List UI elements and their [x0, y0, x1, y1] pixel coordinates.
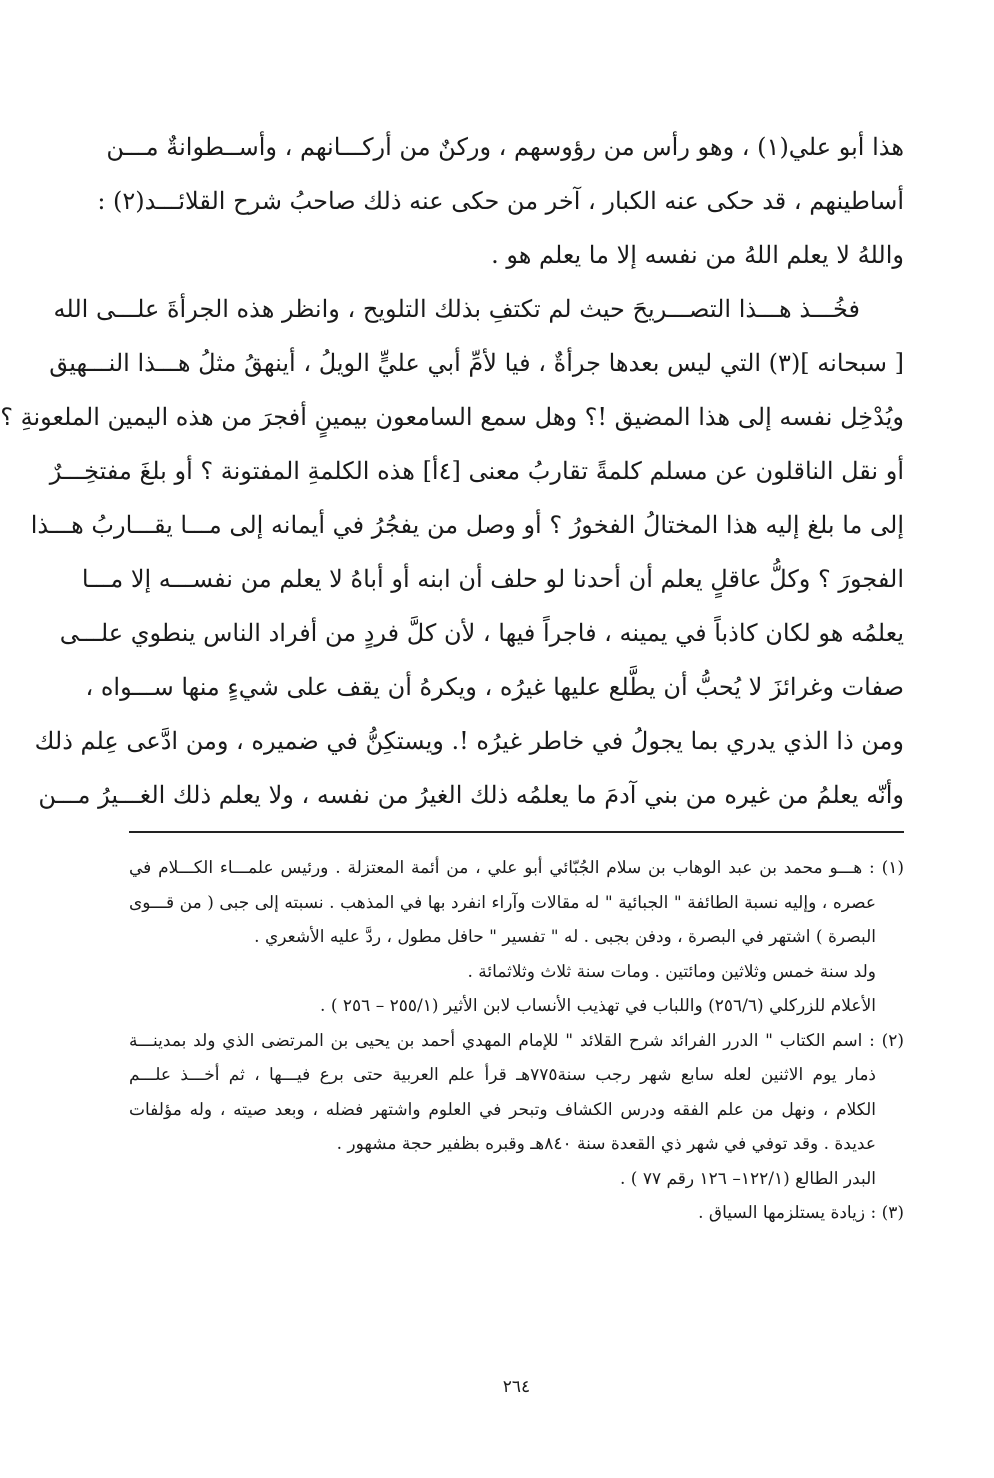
- footnote-line: عديدة . وقد توفي في شهر ذي القعدة سنة ٨٤٠هـ وقبره بظفير حجة مشهور .: [336, 1134, 876, 1154]
- main-text-line: يعلمُه هو لكان كاذباً في يمينه ، فاجراً فيها ، لأن كلَّ فردٍ من أفراد الناس ينطوي علـــى: [59, 619, 904, 647]
- footnote-line: ولد سنة خمس وثلاثين ومائتين . ومات سنة ثلاث وثلاثمائة .: [467, 961, 876, 982]
- book-page: [0, 122, 904, 1442]
- footnote-line: (٢) : اسم الكتاب " الدرر الفرائد شرح القلائد " للإمام المهدي أحمد بن يحيى بن المرتضى الذي ولد بمدينـــة: [129, 1030, 904, 1051]
- page-number: ٢٦٤: [502, 1377, 531, 1397]
- footnote-line: (١) : هـــو محمد بن عبد الوهاب بن سلام الجُبّائي أبو علي ، من أئمة المعتزلة . ورئيس علمـــاء الكـــلام في: [129, 858, 904, 878]
- footnote-line: الكلام ، ونهل من علم الفقه ودرس الكشاف وتبحر في العلوم واشتهر فضله ، وبعد صيته ، وله مؤلفات: [129, 1099, 876, 1120]
- main-text-line: واللهُ لا يعلم اللهُ من نفسه إلا ما يعلم هو .: [491, 241, 904, 269]
- main-text-line: إلى ما بلغ إليه هذا المختالُ الفخورُ ؟ أو وصل من يفجُرُ في أيمانه إلى مـــا يقـــاربُ هـــذا: [30, 511, 904, 539]
- footnote-line: البدر الطالع (١٢٢/١– ١٢٦ رقم ٧٧ ) .: [619, 1168, 876, 1189]
- main-text-line: [ سبحانه ](٣) التي ليس بعدها جرأةٌ ، فيا لأمِّ أبي عليٍّ الويلُ ، أينهقُ مثلُ هـــذا النـــهيق: [49, 349, 904, 377]
- main-text-line: ومن ذا الذي يدري بما يجولُ في خاطر غيرُه !. ويستكِنُّ في ضميره ، ومن ادَّعى عِلم ذلك: [34, 727, 904, 755]
- main-text-line: هذا أبو علي(١) ، وهو رأس من رؤوسهم ، وركنٌ من أركـــانهم ، وأســطوانةٌ مـــن: [106, 133, 904, 161]
- footnote-line: ذمار يوم الاثنين لعله سابع شهر رجب سنة٧٧٥هـ قرأ علم العربية حتى برع فيـــها ، ثم أخـــذ علـــم: [129, 1065, 876, 1085]
- footnote-line: الأعلام للزركلي (٢٥٦/٦) واللباب في تهذيب الأنساب لابن الأثير (٢٥٥/١ – ٢٥٦ ) .: [320, 996, 876, 1016]
- main-text-line: الفجورَ ؟ وكلُّ عاقلٍ يعلم أن أحدنا لو حلف أن ابنه أو أباهُ لا يعلم من نفســـه إلا مـــا: [81, 565, 904, 593]
- main-text-line: فخُـــذ هـــذا التصـــريحَ حيث لم تكتفِ بذلك التلويح ، وانظر هذه الجرأةَ علـــى الله: [53, 295, 860, 323]
- footnote-line: عصره ، وإليه نسبة الطائفة " الجبائية " له مقالات وآراء انفرد بها في المذهب . نسبته إلى جبى ( من قـــوى: [129, 892, 876, 913]
- footnote-line: البصرة ) اشتهر في البصرة ، ودفن بجبى . له " تفسير " حافل مطول ، ردَّ عليه الأشعري .: [254, 927, 876, 947]
- main-text-line: أساطينهم ، قد حكى عنه الكبار ، آخر من حكى عنه ذلك صاحبُ شرح القلائـــد(٢) :: [97, 187, 904, 215]
- footnote-separator: [129, 831, 904, 833]
- footnotes-section: [129, 852, 904, 1232]
- main-text-line: وأنّه يعلمُ من غيره من بني آدمَ ما يعلمُه ذلك الغيرُ من نفسه ، ولا يعلم ذلك الغـــيرُ مـــن: [38, 781, 904, 809]
- main-text-line: صفات وغرائزَ لا يُحبُّ أن يطَّلع عليها غيرُه ، ويكرهُ أن يقف على شيءٍ منها ســـواه ،: [85, 673, 904, 701]
- footnote-line: (٣) : زيادة يستلزمها السياق .: [698, 1203, 904, 1223]
- main-text-line: ويُدْخِل نفسه إلى هذا المضيق !؟ وهل سمع السامعون بيمينٍ أفجرَ من هذه اليمين الملعونةِ ؟: [0, 403, 904, 431]
- main-text-body: [0, 122, 904, 824]
- main-text-line: أو نقل الناقلون عن مسلم كلمةً تقاربُ معنى [٤أ] هذه الكلمةِ المفتونة ؟ أو بلغَ مفتخِـــرٌ: [49, 457, 904, 485]
